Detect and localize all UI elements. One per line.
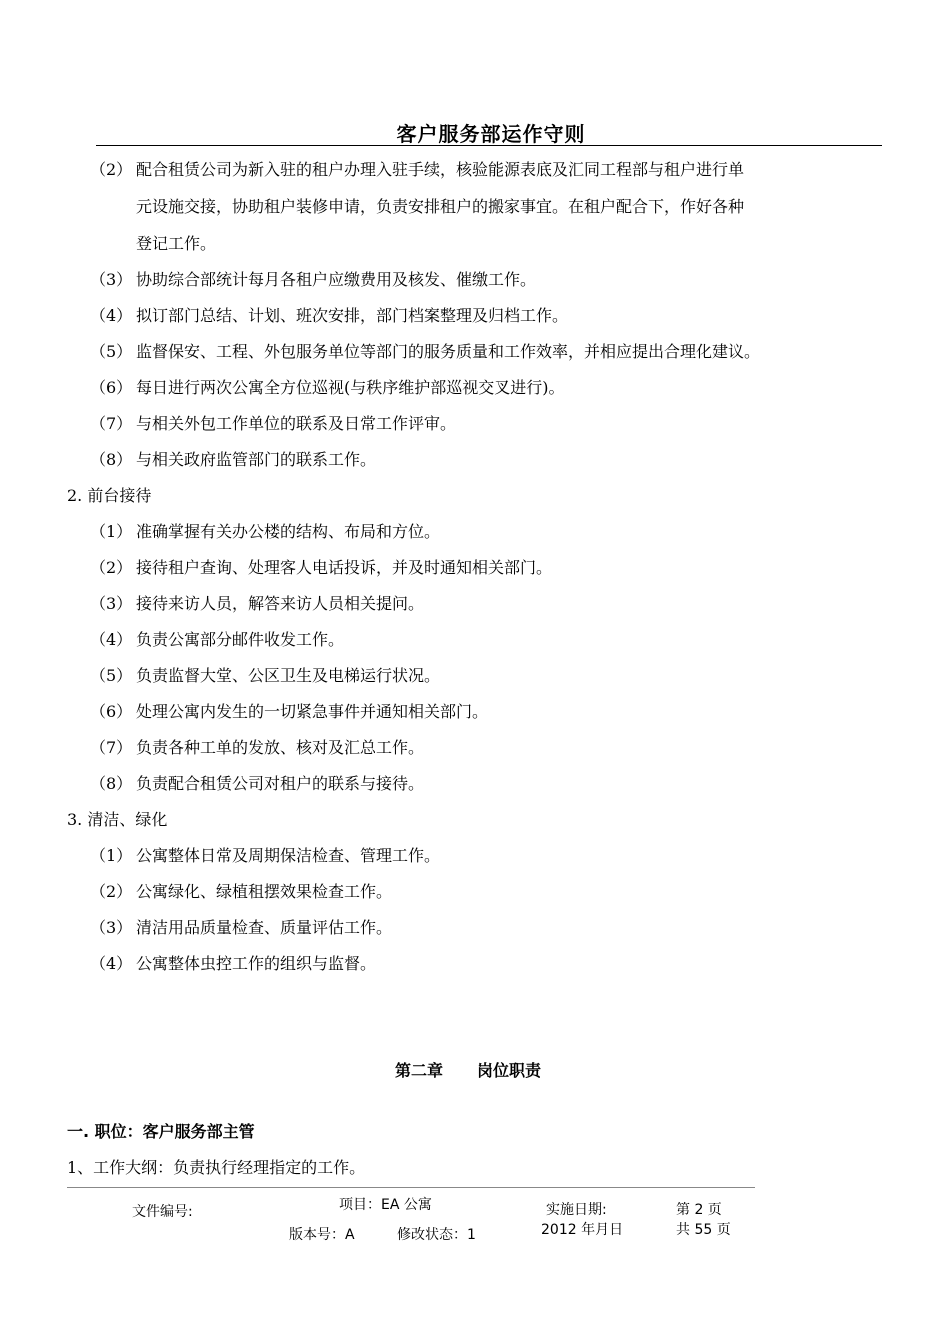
item-number: （7） — [90, 738, 133, 757]
chapter-title: 岗位职责 — [477, 1061, 542, 1080]
item-text: 协助综合部统计每月各租户应缴费用及核发、催缴工作。 — [136, 270, 537, 289]
footer-rule — [67, 1187, 755, 1188]
footer-page: 第 2 页 — [676, 1202, 722, 1218]
item-text: 与相关政府监管部门的联系工作。 — [136, 450, 377, 469]
section-title: 3. 清洁、绿化 — [67, 810, 168, 829]
item-number: （3） — [90, 594, 133, 613]
item-text: 准确掌握有关办公楼的结构、布局和方位。 — [136, 522, 441, 541]
item-text: 配合租赁公司为新入驻的租户办理入驻手续，核验能源表底及汇同工程部与租户进行单 — [136, 160, 745, 179]
footer-effective-date: 2012 年月日 — [541, 1222, 624, 1238]
item-text: 负责公寓部分邮件收发工作。 — [136, 630, 345, 649]
item-text: 负责监督大堂、公区卫生及电梯运行状况。 — [136, 666, 441, 685]
item-number: （3） — [90, 918, 133, 937]
item-text: 每日进行两次公寓全方位巡视(与秩序维护部巡视交叉进行)。 — [136, 378, 565, 397]
item-number: （2） — [90, 160, 133, 179]
item-number: （6） — [90, 378, 133, 397]
item-number: （1） — [90, 846, 133, 865]
item-text: 登记工作。 — [136, 234, 217, 253]
header-rule — [96, 145, 882, 146]
item-number: （4） — [90, 630, 133, 649]
item-number: （2） — [90, 558, 133, 577]
item-number: （4） — [90, 306, 133, 325]
item-number: （3） — [90, 270, 133, 289]
item-text: 处理公寓内发生的一切紧急事件并通知相关部门。 — [136, 702, 489, 721]
position-title: 一. 职位：客户服务部主管 — [67, 1122, 255, 1141]
item-text: 负责各种工单的发放、核对及汇总工作。 — [136, 738, 425, 757]
item-text: 元设施交接，协助租户装修申请，负责安排租户的搬家事宜。在租户配合下，作好各种 — [136, 197, 745, 216]
outline-text: 1、工作大纲：负责执行经理指定的工作。 — [67, 1158, 366, 1177]
item-number: （4） — [90, 954, 133, 973]
item-number: （1） — [90, 522, 133, 541]
item-text: 清洁用品质量检查、质量评估工作。 — [136, 918, 393, 937]
item-text: 接待来访人员，解答来访人员相关提问。 — [136, 594, 425, 613]
item-text: 公寓整体虫控工作的组织与监督。 — [136, 954, 377, 973]
footer-version: 版本号：A — [289, 1227, 355, 1243]
footer-project: 项目：EA 公寓 — [339, 1197, 432, 1213]
item-text: 接待租户查询、处理客人电话投诉，并及时通知相关部门。 — [136, 558, 553, 577]
item-number: （6） — [90, 702, 133, 721]
chapter-number: 第二章 — [395, 1061, 444, 1080]
item-number: （5） — [90, 666, 133, 685]
section-title: 2. 前台接待 — [67, 486, 152, 505]
chapter-heading — [395, 1058, 541, 1081]
item-number: （2） — [90, 882, 133, 901]
item-text: 监督保安、工程、外包服务单位等部门的服务质量和工作效率，并相应提出合理化建议。 — [136, 342, 761, 361]
footer-doc-number: 文件编号: — [132, 1204, 193, 1220]
item-number: （8） — [90, 774, 133, 793]
item-number: （8） — [90, 450, 133, 469]
item-text: 公寓绿化、绿植租摆效果检查工作。 — [136, 882, 393, 901]
item-number: （7） — [90, 414, 133, 433]
footer-effective-label: 实施日期: — [546, 1202, 607, 1218]
item-number: （5） — [90, 342, 133, 361]
item-text: 与相关外包工作单位的联系及日常工作评审。 — [136, 414, 457, 433]
item-text: 负责配合租赁公司对租户的联系与接待。 — [136, 774, 425, 793]
footer-revision: 修改状态：1 — [397, 1227, 476, 1243]
item-text: 公寓整体日常及周期保洁检查、管理工作。 — [136, 846, 441, 865]
page-header-title: 客户服务部运作守则 — [396, 122, 586, 146]
footer-total: 共 55 页 — [676, 1222, 731, 1238]
item-text: 拟订部门总结、计划、班次安排，部门档案整理及归档工作。 — [136, 306, 569, 325]
